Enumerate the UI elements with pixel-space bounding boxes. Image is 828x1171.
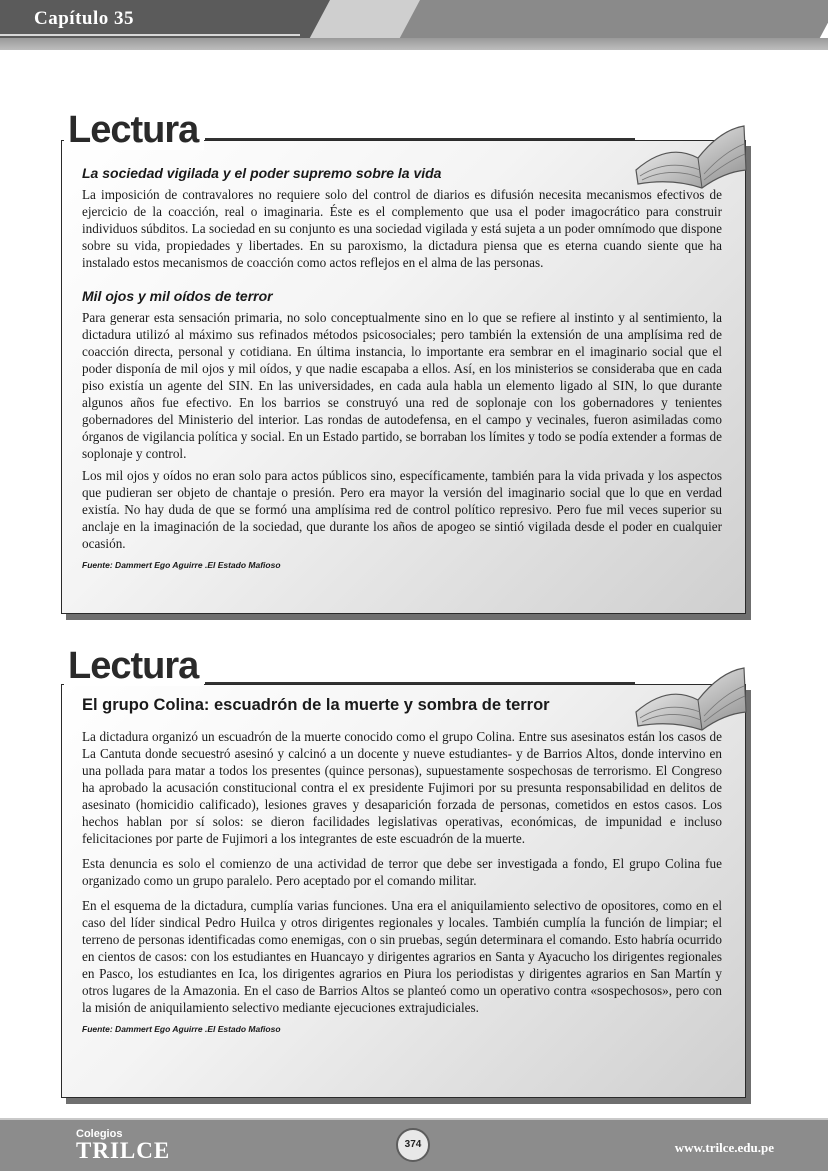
brand-subtitle: Colegios xyxy=(76,1128,123,1140)
page-number: 374 xyxy=(396,1128,430,1162)
paragraph: La imposición de contravalores no requiere solo del control de diarios es difusión necesita mecanismos efectivos de ejercicio de la coacción, real o imaginaria. Éste es el complemento que usa el poder imagocrático para construir individuos súbditos. La sociedad en su conjunto es una sociedad vigilada y está sujeta a un poder omnímodo que dispone sobre su vida, propiedades y libertades. En su paroxismo, la dictadura piensa que es eterna cuando siente que ha instalado estos mecanismos de coacción como actos reflejos en el alma de las personas. xyxy=(82,187,722,270)
paragraph: En el esquema de la dictadura, cumplía varias funciones. Una era el aniquilamiento selectivo de opositores, como en el caso del líder sindical Pedro Huilca y otros dirigentes regionales y locales. También cumplía la función de limpiar; el terreno de personas identificadas como enemigas, con o sin pruebas, según determinara el comando. Esto habría ocurrido en cientos de casos: con los estudiantes en Huancayo y dirigentes agrarios en Santa y Ayacucho los dirigentes regionales en Pasco, los estudiantes en Ica, los dirigentes agrarios en Piura los periodistas y dirigentes agrarios en San Martín y otros lugares de la Amazonia. En el caso de Barrios Altos se planteó como un operativo contra «sospechosos», pero con la misión de aniquilamiento selectivo mediante ejecuciones extrajudiciales. xyxy=(82,898,722,1015)
paragraph: Para generar esta sensación primaria, no solo conceptualmente sino en lo que se refiere al instinto y al sentimiento, la dictadura utilizó al máximo sus refinados métodos psicosociales; pero también la extensión de una amplísima red de coacción directa, personal y cotidiana. En última instancia, lo importante era sembrar en el imaginario social que el poder disponía de mil ojos y mil oídos, y que nadie escapaba a ellos. Así, en los ministerios se consideraba que en cada piso existía un agente del SIN. En las universidades, en cada aula habla un elemento ligado al SIN, lo que durante algunos años fue efectivo. En los barrios se construyó una red de soplonaje con los gobernadores y tenientes gobernadores del Ministerio del interior. Las rondas de autodefensa, en el campo y vecinales, fueron asimiladas como órganos de vigilancia política y social. En un Estado partido, se borraban los límites y todo se podía extender a formas de soplonaje y control. xyxy=(82,310,722,461)
section-title: La sociedad vigilada y el poder supremo sobre la vida xyxy=(82,165,442,181)
chapter-title: Capítulo 35 xyxy=(34,8,134,29)
reading-content-1 xyxy=(82,165,722,574)
source-citation: Fuente: Dammert Ego Aguirre .El Estado Mafioso xyxy=(82,1024,281,1034)
section-title: Mil ojos y mil oídos de terror xyxy=(82,288,273,304)
source-citation: Fuente: Dammert Ego Aguirre .El Estado Mafioso xyxy=(82,560,281,570)
website-url: www.trilce.edu.pe xyxy=(674,1140,774,1155)
section-title: El grupo Colina: escuadrón de la muerte y sombra de terror xyxy=(82,696,550,714)
header-slant-dark xyxy=(400,0,828,38)
paragraph: Los mil ojos y oídos no eran solo para actos públicos sino, específicamente, también para la vida privada y los aspectos que pudieran ser objeto de chantaje o presión. Pero era mayor la versión del imaginario social que lo que en verdad existía. No hay duda de que se formó una amplísima red de control político represivo. Pero fue mil veces superior su anclaje en la imaginación de la sociedad, que durante los años de apogeo se sintió vigilada desde el poder en cualquier ocasión. xyxy=(82,468,722,551)
reading-label-1: Lectura xyxy=(64,110,204,150)
label-rule-2 xyxy=(205,682,635,684)
brand-logo: TRILCE xyxy=(76,1138,171,1163)
reading-content-2 xyxy=(82,697,722,1038)
paragraph: La dictadura organizó un escuadrón de la muerte conocido como el grupo Colina. Entre sus asesinatos están los casos de La Cantuta donde secuestró asesinó y calcinó a un docente y nueve estudiantes- y de Barrios Altos, donde intervino en una pollada para matar a todos los presentes (quince personas), supuestamente sospechosas de terrorismo. El Congreso ha aprobado la acusación constitucional contra el ex presidente Fujimori por su presunta responsabilidad en delitos de asesinato (homicidio calificado), lesiones graves y desaparición forzada de personas, cometidos en estos casos. Los hechos hablan por sí solos: se dieron facilidades legislativas operativas, económicas, de impunidad e incluso felicitaciones por parte de Fujimori a los integrantes de este escuadrón de la muerte. xyxy=(82,729,722,846)
reading-label-2: Lectura xyxy=(64,646,204,686)
header-bottom-band xyxy=(0,38,828,50)
paragraph: Esta denuncia es solo el comienzo de una actividad de terror que debe ser investigada a fondo, El grupo Colina fue organizado como un grupo paralelo. Pero aceptado por el comando militar. xyxy=(82,856,722,888)
label-rule-1 xyxy=(205,138,635,140)
header-rule xyxy=(0,34,300,36)
page-header xyxy=(0,0,828,50)
